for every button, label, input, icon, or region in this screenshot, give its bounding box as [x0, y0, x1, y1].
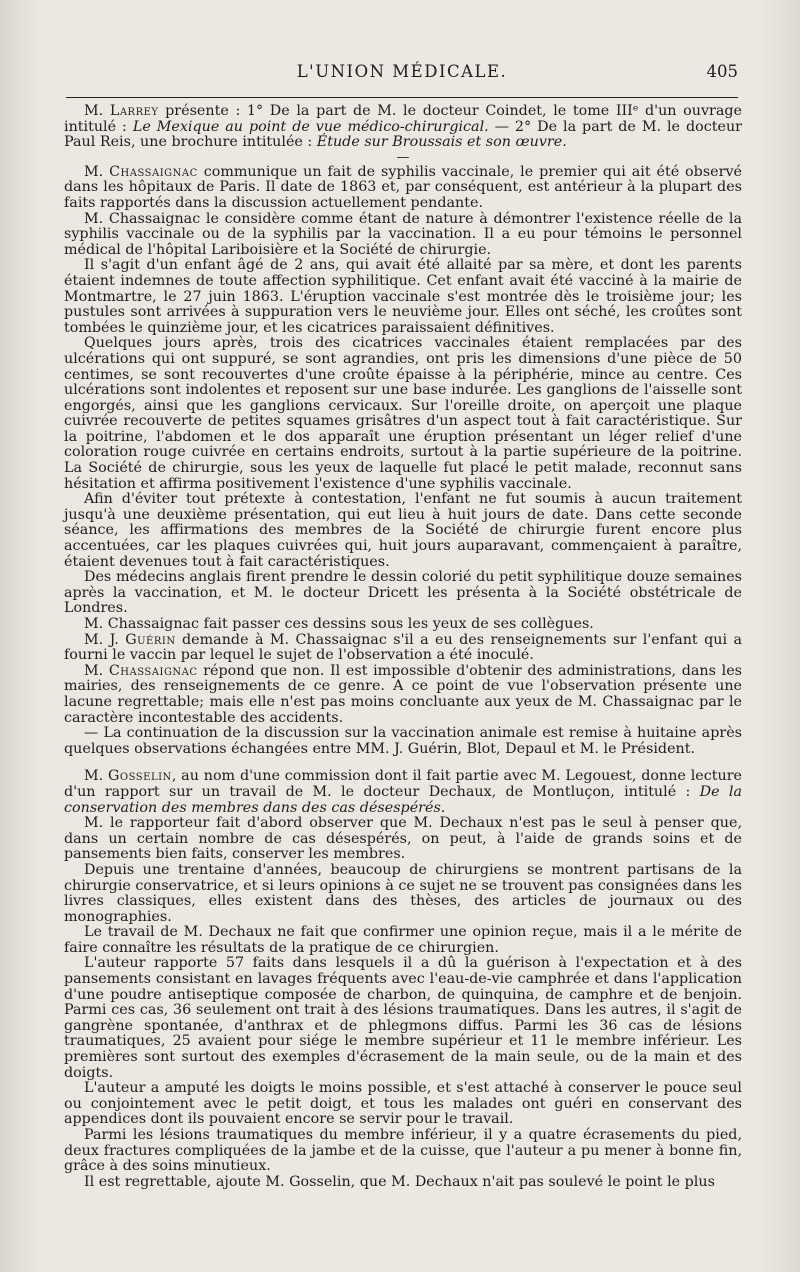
page-number: 405	[706, 62, 738, 81]
text-run: L'auteur rapporte 57 faits dans lesquels il a dû la guérison à l'expectation et à des pansements consistant en lavages fréquents avec l'eau-de-vie camphrée et dans l'application d'une poudre antiseptique composée de charbon, de quinquina, de camphre et de benjoin. Parmi ces cas, 36 seulement ont trait à des lésions traumatiques. Dans les autres, il s'agit de gangrène spontanée, d'anthrax et de phlegmons diffus. Parmi les 36 cas de lésions traumatiques, 25 avaient pour siége le membre supérieur et 11 le membre inférieur. Les premières sont surtout des exemples d'écrasement de la main seule, ou de la main et des doigts.	[64, 955, 742, 1081]
text-run: présente : 1° De la part de M. le docteur Coindet, le tome IIIᵉ d'un ouvrage intitulé :	[64, 103, 742, 135]
paragraph	[64, 863, 742, 925]
text-run: — 2° De la part de M. le docteur Paul Reis, une brochure intitulée :	[64, 118, 742, 151]
text-run: M. Chassaignac le considère comme étant de nature à démontrer l'existence réelle de la syphilis vaccinale ou de la syphilis par la vaccination. Il a eu pour témoins le personnel médical de l'hôpital Lariboisière et la Société de chirurgie.	[64, 210, 742, 258]
text-run: , au nom d'une commission dont il fait partie avec M. Legouest, donne lecture d'un rapport sur un travail de M. le docteur Dechaux, de Montluçon, intitulé :	[64, 768, 742, 800]
text-run: Il s'agit d'un enfant âgé de 2 ans, qui avait été allaité par sa mère, et dont les parents étaient indemnes de toute affection syphilitique. Cet enfant avait été vacciné à la mairie de Montmartre, le 27 juin 1863. L'éruption vaccinale s'est montrée dès le troisième jour; les pustules sont arrivées à suppuration vers le neuvième jour. Elles ont séché, les croûtes sont tombées le quinzième jour, et les cicatrices paraissaient définitives.	[64, 257, 742, 336]
text-run: M.	[84, 103, 110, 119]
speaker-name: Gosselin	[108, 768, 172, 785]
text-run: Quelques jours après, trois des cicatrices vaccinales étaient remplacées par des ulcérations qui ont suppuré, se sont agrandies, ont pris les dimensions d'une pièce de 50 centimes, se sont recouvertes d'une croûte épaisse à la périphérie, mince au centre. Ces ulcérations sont indolentes et reposent sur une base indurée. Les ganglions de l'aisselle sont engorgés, ainsi que les ganglions cervicaux. Sur l'oreille droite, on aperçoit une plaque cuivrée recouverte de petites squames grisâtres d'un aspect tout à fait caractéristique. Sur la poitrine, l'abdomen et le dos apparaît une éruption présentant un léger relief d'une coloration rouge cuivrée en certains endroits, surtout à la partie supérieure de la poitrine. La Société de chirurgie, sous les yeux de laquelle fut placé le petit malade, reconnut sans hésitation et affirma positivement l'existence d'une syphilis vaccinale.	[64, 335, 742, 492]
paragraph	[64, 664, 742, 726]
paragraph	[64, 816, 742, 863]
paragraph	[64, 258, 742, 336]
text-run: répond que non. Il est impossible d'obtenir des administrations, dans les mairies, des renseignements de ce genre. A ce point de vue l'observation présente une lacune regrettable; mais elle n'est pas moins concluante aux yeux de M. Chassaignac par le caractère incontestable des accidents.	[64, 662, 742, 726]
paragraph	[64, 212, 742, 259]
text-run: Des médecins anglais firent prendre le dessin colorié du petit syphilitique douze semaines après la vaccination, et M. le docteur Dricett les présenta à la Société obstétricale de Londres.	[64, 569, 742, 617]
paragraph	[64, 769, 742, 816]
title-italic: Le Mexique au point de vue médico-chirurgical.	[132, 118, 489, 135]
text-run: Parmi les lésions traumatiques du membre inférieur, il y a quatre écrasements du pied, deux fractures compliquées de la jambe et de la cuisse, que l'auteur a pu mener à bonne fin, grâce à des soins minutieux.	[64, 1127, 742, 1175]
paragraph	[64, 956, 742, 1081]
section-divider: —	[396, 149, 410, 165]
page-header	[66, 62, 738, 90]
paragraph	[64, 492, 742, 570]
paragraph	[64, 1175, 742, 1191]
paragraph	[64, 570, 742, 617]
speaker-name: Larrey	[109, 103, 159, 119]
text-run: — La continuation de la discussion sur la vaccination animale est remise à huitaine après quelques observations échangées entre MM. J. Guérin, Blot, Depaul et M. le Président.	[64, 725, 742, 757]
paragraph	[64, 336, 742, 492]
text-run: L'auteur a amputé les doigts le moins possible, et s'est attaché à conserver le pouce seul ou conjointement avec le petit doigt, et tous les malades ont guéri en conservant des appendices dont ils pouvaient encore se servir pour le travail.	[64, 1080, 742, 1128]
text-run: Depuis une trentaine d'années, beaucoup de chirurgiens se montrent partisans de la chirurgie conservatrice, et si leurs opinions à ce sujet ne se trouvent pas consignées dans les livres classiques, elles existent dans des thèses, des articles de journaux ou des monographies.	[64, 861, 742, 925]
text-run: M.	[84, 768, 109, 785]
paragraph	[64, 104, 742, 151]
speaker-name: Chassaignac	[108, 662, 198, 679]
paragraph	[64, 617, 742, 633]
running-head: L'UNION MÉDICALE.	[296, 62, 508, 81]
paragraph	[64, 925, 742, 956]
text-run: demande à M. Chassaignac s'il a eu des renseignements sur l'enfant qui a fourni le vaccin par lequel le sujet de l'observation a été inoculé.	[64, 631, 742, 664]
paragraph	[64, 633, 742, 664]
speaker-name: Guérin	[125, 631, 176, 648]
paragraph	[64, 1128, 742, 1175]
title-italic: De la conservation des membres dans des cas désespérés.	[64, 783, 742, 816]
text-run: M. Chassaignac fait passer ces dessins sous les yeux de ses collègues.	[84, 616, 594, 632]
header-rule	[66, 97, 738, 98]
paragraph	[64, 726, 742, 757]
text-run: M. le rapporteur fait d'abord observer que M. Dechaux n'est pas le seul à penser que, dans un certain nombre de cas désespérés, on peut, à l'aide de grands soins et de pansements bien faits, conserver les membres.	[64, 815, 742, 863]
text-run: M.	[84, 662, 109, 679]
paragraph	[64, 165, 742, 212]
paragraph	[64, 1081, 742, 1128]
article-body	[64, 104, 742, 1190]
text-run: Afin d'éviter tout prétexte à contestation, l'enfant ne fut soumis à aucun traitement jusqu'à une deuxième présentation, qui eut lieu à huit jours de date. Dans cette seconde séance, les affirmations des membres de la Société de chirurgie furent encore plus accentuées, car les plaques cuivrées qui, huit jours auparavant, commençaient à paraître, étaient devenues tout à fait caractéristiques.	[64, 491, 742, 570]
text-run: M. J.	[84, 631, 126, 648]
speaker-name: Chassaignac	[109, 163, 198, 180]
text-run: Le travail de M. Dechaux ne fait que confirmer une opinion reçue, mais il a le mérite de faire connaître les résultats de la pratique de ce chirurgien.	[64, 924, 742, 956]
text-run: M.	[84, 163, 110, 180]
text-run: Il est regrettable, ajoute M. Gosselin, que M. Dechaux n'ait pas soulevé le point le plus	[84, 1173, 715, 1190]
text-run: communique un fait de syphilis vaccinale, le premier qui ait été observé dans les hôpitaux de Paris. Il date de 1863 et, par conséquent, est antérieur à la plupart des faits rapportés dans la discussion actuellement pendante.	[64, 163, 742, 211]
title-italic: Étude sur Broussais et son œuvre.	[316, 134, 567, 151]
